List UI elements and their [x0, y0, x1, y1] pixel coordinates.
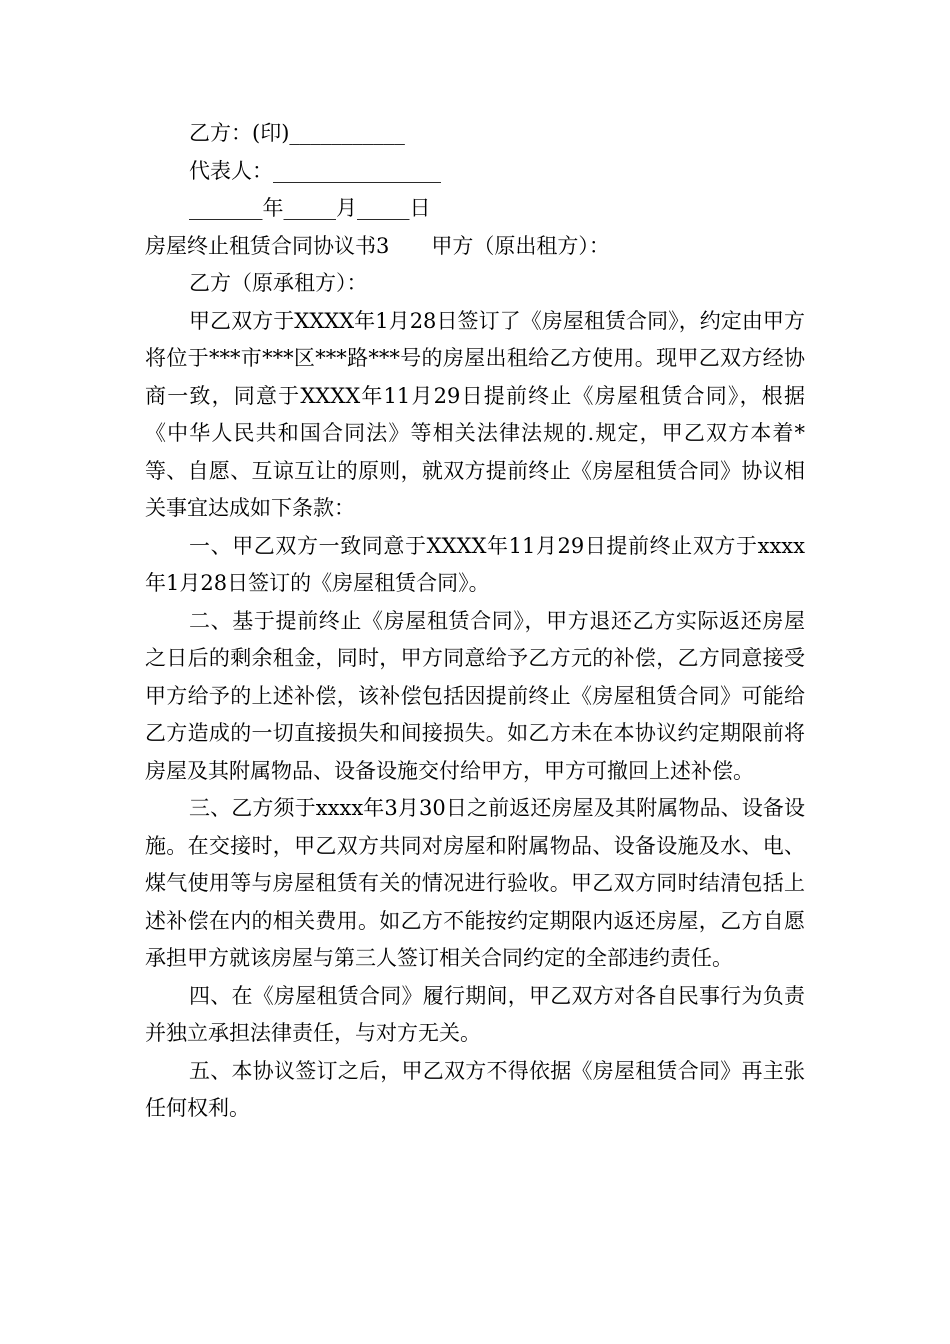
document-page	[145, 115, 805, 1128]
clause-2-paragraph: 二、基于提前终止《房屋租赁合同》，甲方退还乙方实际返还房屋之日后的剩余租金，同时，甲方同意给予乙方元的补偿，乙方同意接受甲方给予的上述补偿，该补偿包括因提前终止《房屋租赁合同》可能给乙方造成的一切直接损失和间接损失。如乙方未在本协议约定期限前将房屋及其附属物品、设备设施交付给甲方，甲方可撤回上述补偿。	[145, 608, 805, 783]
party-b-seal-line: 乙方：(印)___________	[189, 121, 405, 145]
clause-5-paragraph: 五、本协议签订之后，甲乙双方不得依据《房屋租赁合同》再主张任何权利。	[145, 1058, 805, 1120]
representative-line: 代表人：________________	[189, 158, 441, 183]
date-line: _______年_____月_____日	[189, 196, 431, 220]
intro-paragraph: 甲乙双方于XXXX年1月28日签订了《房屋租赁合同》，约定由甲方将位于***市***区***路***号的房屋出租给乙方使用。现甲乙双方经协商一致，同意于XXXX年11月29日提前终止《房屋租赁合同》，根据《中华人民共和国合同法》等相关法律法规的.规定，甲乙双方本着*等、自愿、互谅互让的原则，就双方提前终止《房屋租赁合同》协议相关事宜达成如下条款：	[145, 308, 805, 520]
clause-3-paragraph: 三、乙方须于xxxx年3月30日之前返还房屋及其附属物品、设备设施。在交接时，甲乙双方共同对房屋和附属物品、设备设施及水、电、煤气使用等与房屋租赁有关的情况进行验收。甲乙双方同时结清包括上述补偿在内的相关费用。如乙方不能按约定期限内返还房屋，乙方自愿承担甲方就该房屋与第三人签订相关合同约定的全部违约责任。	[145, 796, 805, 970]
clause-1-paragraph: 一、甲乙双方一致同意于XXXX年11月29日提前终止双方于xxxx年1月28日签订的《房屋租赁合同》。	[145, 533, 805, 595]
document-title-line: 房屋终止租赁合同协议书3 甲方（原出租方）：	[145, 233, 610, 258]
clause-4-paragraph: 四、在《房屋租赁合同》履行期间，甲乙双方对各自民事行为负责并独立承担法律责任，与对方无关。	[145, 983, 805, 1045]
party-b-line: 乙方（原承租方）：	[189, 271, 368, 295]
